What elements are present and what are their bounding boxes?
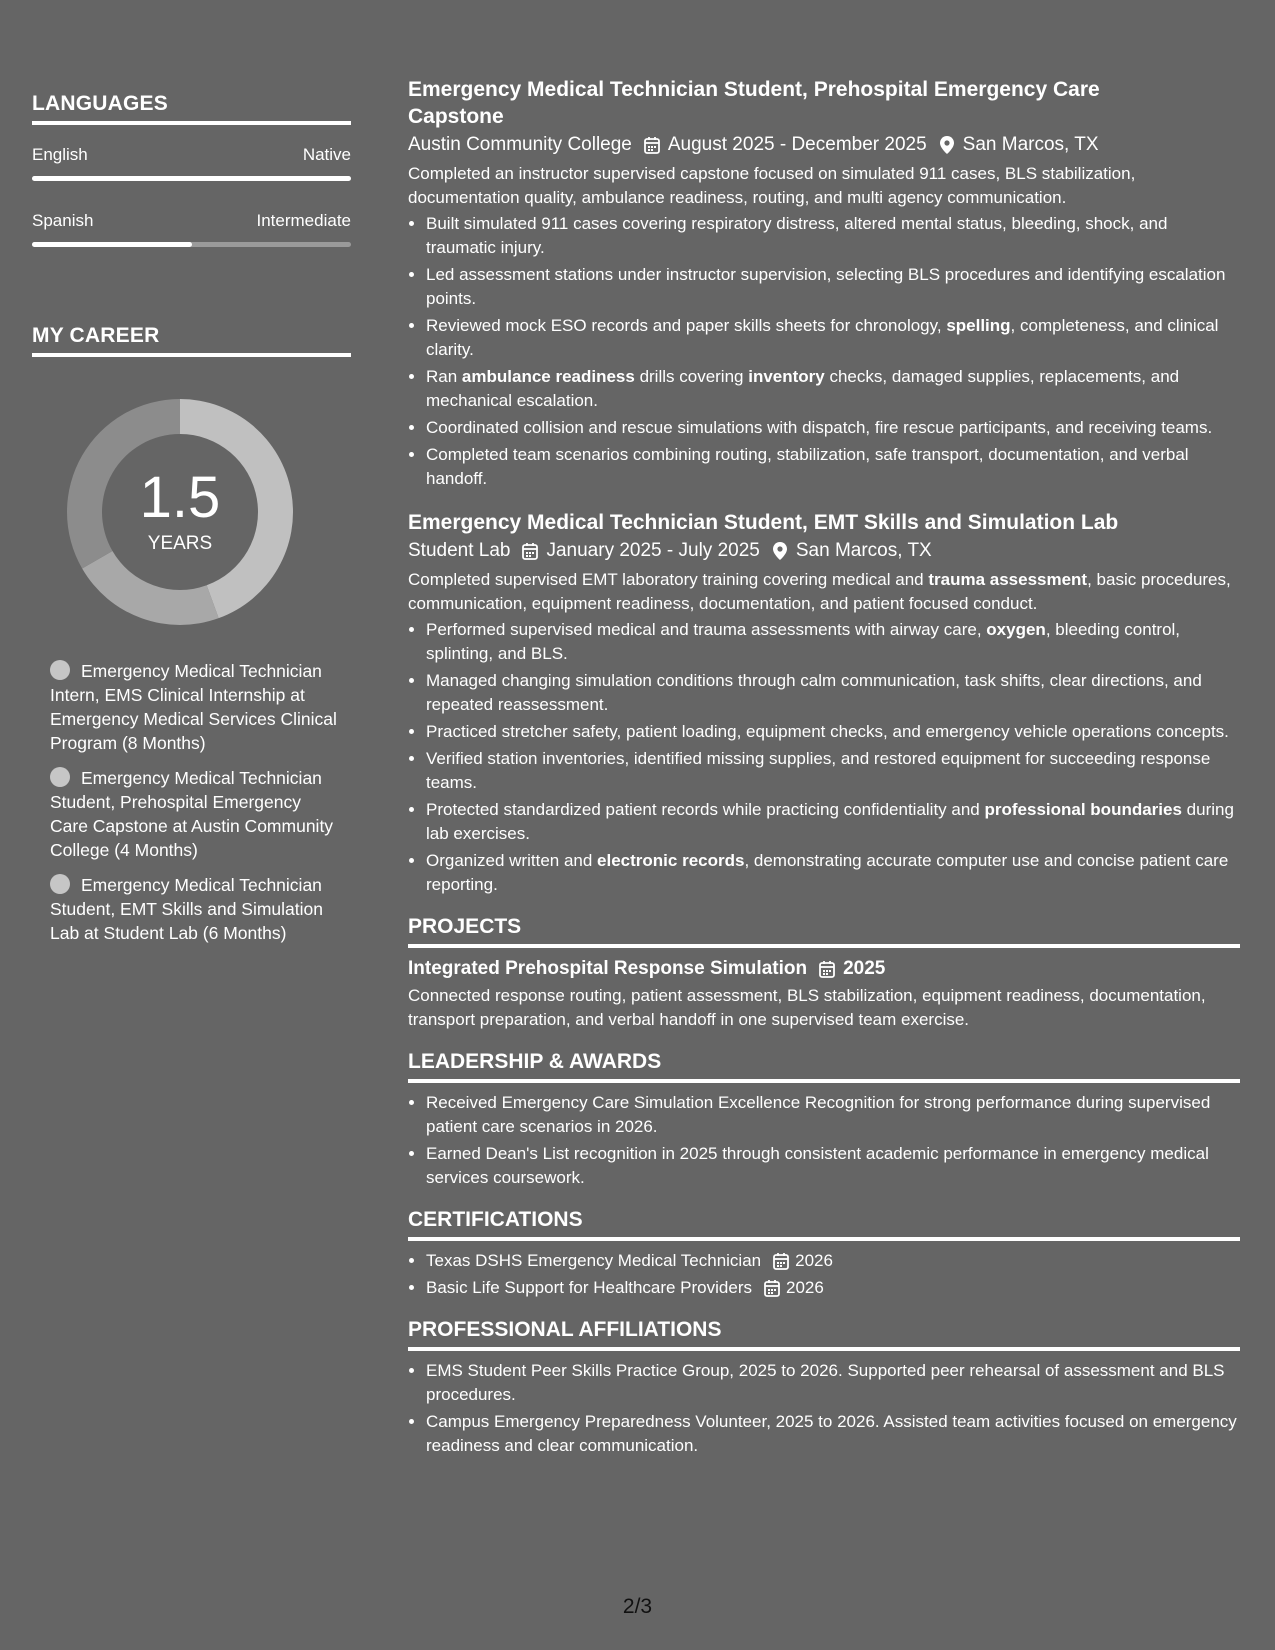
language-name: English: [32, 145, 88, 164]
map-pin-icon: [939, 135, 955, 155]
list-item: • Earned Dean's List recognition in 2025 through consistent academic performance in emergency medical services coursework.: [426, 1142, 1240, 1190]
list-item: • Ran ambulance readiness drills covering inventory checks, damaged supplies, replacements, and mechanical escalation.: [426, 365, 1240, 413]
job-location: San Marcos, TX: [962, 134, 1099, 155]
experience-item: [408, 509, 1240, 897]
job-title: Emergency Medical Technician Student, EMT Skills and Simulation Lab: [408, 511, 1119, 534]
certification-year: 2026: [795, 1251, 833, 1270]
language-level: Intermediate: [256, 211, 351, 230]
certification-name: • Texas DSHS Emergency Medical Technician: [426, 1251, 762, 1270]
language-item-spanish: [32, 211, 351, 247]
career-item: [50, 873, 340, 945]
job-bullets: [408, 618, 1240, 897]
list-item: • Completed team scenarios combining routing, stabilization, safe transport, documentation, and verbal handoff.: [426, 443, 1240, 491]
projects-title: PROJECTS: [408, 915, 1240, 948]
list-item: • Verified station inventories, identified missing supplies, and restored equipment for succeeding response teams.: [426, 747, 1240, 795]
page-number: 2/3: [622, 1595, 653, 1618]
language-proficiency-fill: [32, 242, 192, 247]
language-item-english: [32, 145, 351, 181]
language-proficiency-bar: [32, 176, 351, 181]
career-item-text: Emergency Medical Technician Intern, EMS Clinical Internship at Emergency Medical Services Clinical Program (8 Months): [50, 661, 337, 753]
career-title: MY CAREER: [32, 324, 351, 357]
company-name: Austin Community College: [408, 134, 632, 155]
list-item: • Practiced stretcher safety, patient loading, equipment checks, and emergency vehicle operations concepts.: [426, 720, 1240, 744]
list-item: • Reviewed mock ESO records and paper skills sheets for chronology, spelling, completeness, and clinical clarity.: [426, 314, 1240, 362]
left-column: [32, 92, 351, 956]
calendar-icon: [522, 542, 538, 560]
language-level: Native: [302, 145, 351, 164]
list-item: • Led assessment stations under instructor supervision, selecting BLS procedures and identifying escalation points.: [426, 263, 1240, 311]
job-dates: August 2025 - December 2025: [667, 134, 927, 155]
company-name: Student Lab: [408, 540, 511, 561]
career-donut-chart: [65, 397, 295, 627]
list-item: • Protected standardized patient records while practicing confidentiality and professional boundaries during lab exercises.: [426, 798, 1240, 846]
certifications-list: [408, 1249, 1240, 1300]
list-item: • Managed changing simulation conditions through calm communication, task shifts, clear directions, and repeated reassessment.: [426, 669, 1240, 717]
career-list: [50, 659, 340, 945]
job-dates: January 2025 - July 2025: [546, 540, 760, 561]
calendar-icon: [773, 1252, 789, 1270]
career-item-text: Emergency Medical Technician Student, Prehospital Emergency Care Capstone at Austin Community College (4 Months): [50, 768, 334, 860]
job-meta: [408, 540, 1240, 562]
list-item: • Built simulated 911 cases covering respiratory distress, altered mental status, bleeding, shock, and traumatic injury.: [426, 212, 1240, 260]
list-item: • Performed supervised medical and trauma assessments with airway care, oxygen, bleeding control, splinting, and BLS.: [426, 618, 1240, 666]
career-total-unit: YEARS: [147, 533, 213, 554]
certification-item: [426, 1249, 1240, 1273]
career-total-years: 1.5: [139, 465, 221, 530]
bullet-dot-icon: [50, 767, 70, 787]
list-item: • Organized written and electronic records, demonstrating accurate computer use and concise patient care reporting.: [426, 849, 1240, 897]
language-name: Spanish: [32, 211, 94, 230]
leadership-list: [408, 1091, 1240, 1190]
list-item: • Received Emergency Care Simulation Excellence Recognition for strong performance during supervised patient care scenarios in 2026.: [426, 1091, 1240, 1139]
certification-name: • Basic Life Support for Healthcare Providers: [426, 1278, 752, 1297]
affiliations-title: PROFESSIONAL AFFILIATIONS: [408, 1318, 1240, 1351]
list-item: • Campus Emergency Preparedness Volunteer, 2025 to 2026. Assisted team activities focused on emergency readiness and clear communication.: [426, 1410, 1240, 1458]
leadership-title: LEADERSHIP & AWARDS: [408, 1050, 1240, 1083]
affiliations-list: [408, 1359, 1240, 1458]
languages-title: LANGUAGES: [32, 92, 351, 125]
calendar-icon: [644, 136, 660, 154]
job-description: Completed supervised EMT laboratory training covering medical and trauma assessment, basic procedures, communication, equipment readiness, documentation, and patient focused conduct.: [408, 570, 1231, 613]
project-name: Integrated Prehospital Response Simulation: [408, 958, 808, 979]
project-year: 2025: [843, 958, 886, 979]
project-description: Connected response routing, patient assessment, BLS stabilization, equipment readiness, documentation, transport preparation, and verbal handoff in one supervised team exercise.: [408, 986, 1206, 1029]
calendar-icon: [819, 960, 835, 978]
career-item: [50, 766, 340, 862]
project-item: [408, 958, 1240, 980]
experience-item: [408, 76, 1240, 491]
job-bullets: [408, 212, 1240, 491]
map-pin-icon: [772, 541, 788, 561]
language-proficiency-fill: [32, 176, 351, 181]
certifications-title: CERTIFICATIONS: [408, 1208, 1240, 1241]
job-meta: [408, 134, 1240, 156]
job-description: Completed an instructor supervised capstone focused on simulated 911 cases, BLS stabilization, documentation quality, ambulance readiness, routing, and multi agency communication.: [408, 164, 1136, 207]
list-item: • Coordinated collision and rescue simulations with dispatch, fire rescue participants, and receiving teams.: [426, 416, 1240, 440]
bullet-dot-icon: [50, 660, 70, 680]
right-column: [408, 76, 1240, 1461]
certification-year: 2026: [786, 1278, 824, 1297]
language-proficiency-bar: [32, 242, 351, 247]
donut-segment: [82, 551, 219, 625]
job-title: Emergency Medical Technician Student, Prehospital Emergency Care Capstone: [408, 78, 1100, 128]
list-item: • EMS Student Peer Skills Practice Group, 2025 to 2026. Supported peer rehearsal of assessment and BLS procedures.: [426, 1359, 1240, 1407]
career-item-text: Emergency Medical Technician Student, EMT Skills and Simulation Lab at Student Lab (6 Months): [50, 875, 324, 943]
job-location: San Marcos, TX: [795, 540, 932, 561]
bullet-dot-icon: [50, 874, 70, 894]
certification-item: [426, 1276, 1240, 1300]
career-item: [50, 659, 340, 755]
calendar-icon: [764, 1279, 780, 1297]
